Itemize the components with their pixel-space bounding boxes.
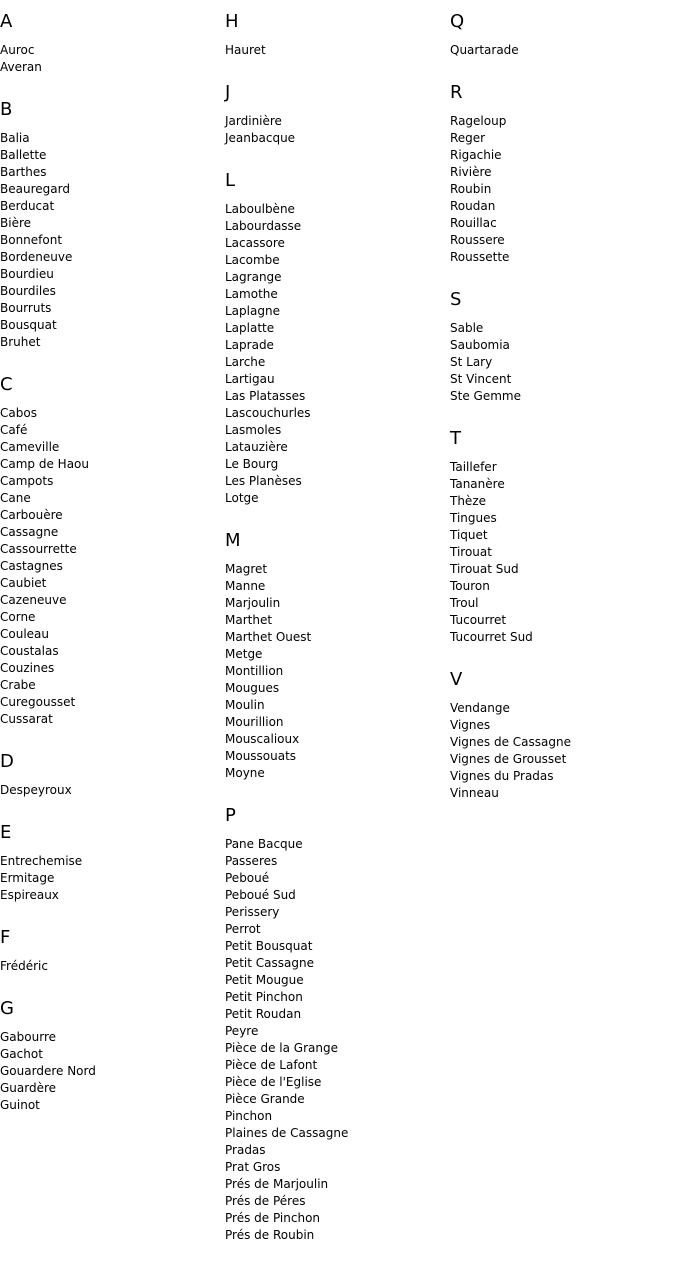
place-name: Pinchon bbox=[225, 1109, 273, 1123]
letter-group-v bbox=[450, 668, 675, 802]
place-name: Petit Pinchon bbox=[225, 990, 303, 1004]
place-name: Lartigau bbox=[225, 372, 275, 386]
place-name: Rivière bbox=[450, 165, 492, 179]
place-name: Gabourre bbox=[0, 1030, 56, 1044]
place-name: Lasmoles bbox=[225, 423, 282, 437]
place-name: Petit Mougue bbox=[225, 973, 304, 987]
place-name: Pièce de l'Eglise bbox=[225, 1075, 322, 1089]
letter-group-r bbox=[450, 81, 675, 266]
place-name: Petit Cassagne bbox=[225, 956, 314, 970]
place-name: Passeres bbox=[225, 854, 278, 868]
place-name: Bordeneuve bbox=[0, 250, 73, 264]
place-name: Roudan bbox=[450, 199, 496, 213]
place-list bbox=[0, 782, 225, 799]
letter-heading: T bbox=[450, 428, 461, 449]
place-name: Sable bbox=[450, 321, 484, 335]
place-name: Magret bbox=[225, 562, 268, 576]
place-name: Vignes du Pradas bbox=[450, 769, 554, 783]
place-name: Despeyroux bbox=[0, 783, 72, 797]
place-list bbox=[450, 700, 675, 802]
place-name: Rageloup bbox=[450, 114, 507, 128]
place-name: Thèze bbox=[450, 494, 486, 508]
place-name: Guardère bbox=[0, 1081, 57, 1095]
letter-heading: R bbox=[450, 82, 463, 103]
place-name: Café bbox=[0, 423, 28, 437]
letter-heading: J bbox=[225, 82, 231, 103]
place-name: Perrot bbox=[225, 922, 261, 936]
place-name: Metge bbox=[225, 647, 263, 661]
letter-group-m bbox=[225, 529, 450, 782]
letter-heading: D bbox=[0, 751, 14, 772]
place-name: Pièce de Lafont bbox=[225, 1058, 318, 1072]
place-name: Troul bbox=[450, 596, 479, 610]
place-name: Marjoulin bbox=[225, 596, 281, 610]
place-name: Prés de Pinchon bbox=[225, 1211, 321, 1225]
place-name: Crabe bbox=[0, 678, 36, 692]
letter-heading: V bbox=[450, 669, 463, 690]
place-name: Moulin bbox=[225, 698, 265, 712]
letter-group-a bbox=[0, 10, 225, 76]
place-name: Perissery bbox=[225, 905, 280, 919]
letter-group-l bbox=[225, 169, 450, 507]
place-name: Tingues bbox=[450, 511, 497, 525]
place-name: Petit Roudan bbox=[225, 1007, 302, 1021]
letter-group-j bbox=[225, 81, 450, 147]
place-name: Petit Bousquat bbox=[225, 939, 313, 953]
place-name: Laboulbène bbox=[225, 202, 295, 216]
place-name: Espireaux bbox=[0, 888, 59, 902]
place-name: Ste Gemme bbox=[450, 389, 521, 403]
place-name: Guinot bbox=[0, 1098, 40, 1112]
place-list bbox=[450, 113, 675, 266]
place-name: Pane Bacque bbox=[225, 837, 303, 851]
place-name: Manne bbox=[225, 579, 266, 593]
place-name: Prés de Marjoulin bbox=[225, 1177, 329, 1191]
place-name: Les Planèses bbox=[225, 474, 302, 488]
letter-group-q bbox=[450, 10, 675, 59]
place-name: Bourdiles bbox=[0, 284, 56, 298]
letter-heading: L bbox=[225, 170, 236, 191]
place-name: Rouillac bbox=[450, 216, 497, 230]
place-list bbox=[225, 836, 450, 1244]
place-list bbox=[0, 42, 225, 76]
place-name: Cane bbox=[0, 491, 31, 505]
letter-heading: A bbox=[0, 11, 13, 32]
place-name: Carbouère bbox=[0, 508, 63, 522]
place-name: Bousquat bbox=[0, 318, 57, 332]
letter-group-g bbox=[0, 997, 225, 1114]
letter-group-c bbox=[0, 373, 225, 728]
place-name: Cassagne bbox=[0, 525, 59, 539]
place-name: Gachot bbox=[0, 1047, 43, 1061]
place-name: Entrechemise bbox=[0, 854, 83, 868]
place-name: Rigachie bbox=[450, 148, 502, 162]
place-name: Barthes bbox=[0, 165, 47, 179]
place-name: Quartarade bbox=[450, 43, 519, 57]
place-name: Caubiet bbox=[0, 576, 47, 590]
place-name: Marthet bbox=[225, 613, 273, 627]
place-name: Vignes bbox=[450, 718, 491, 732]
place-name: Vignes de Cassagne bbox=[450, 735, 571, 749]
place-name: Couleau bbox=[0, 627, 50, 641]
place-name: Cameville bbox=[0, 440, 60, 454]
place-name: Lamothe bbox=[225, 287, 278, 301]
letter-heading: F bbox=[0, 927, 11, 948]
place-name: Laprade bbox=[225, 338, 274, 352]
place-name: Prés de Roubin bbox=[225, 1228, 315, 1242]
place-name: Moussouats bbox=[225, 749, 297, 763]
place-list bbox=[0, 130, 225, 351]
place-list bbox=[225, 201, 450, 507]
place-list bbox=[450, 320, 675, 405]
place-name: Roussere bbox=[450, 233, 505, 247]
place-name: Bruhet bbox=[0, 335, 41, 349]
letter-group-t bbox=[450, 427, 675, 646]
place-name: Roussette bbox=[450, 250, 510, 264]
place-name: Coustalas bbox=[0, 644, 59, 658]
letter-heading: Q bbox=[450, 11, 465, 32]
letter-heading: M bbox=[225, 530, 241, 551]
place-name: Laplatte bbox=[225, 321, 275, 335]
place-name: Laplagne bbox=[225, 304, 280, 318]
place-name: Couzines bbox=[0, 661, 55, 675]
place-name: Mouscalioux bbox=[225, 732, 300, 746]
index-column-2 bbox=[225, 10, 450, 1266]
letter-group-d bbox=[0, 750, 225, 799]
place-name: Latauzière bbox=[225, 440, 288, 454]
place-list bbox=[450, 459, 675, 646]
place-name: Castagnes bbox=[0, 559, 63, 573]
letter-group-f bbox=[0, 926, 225, 975]
place-name: Lascouchurles bbox=[225, 406, 311, 420]
place-name: Bière bbox=[0, 216, 32, 230]
letter-heading: B bbox=[0, 99, 13, 120]
place-name: Reger bbox=[450, 131, 486, 145]
place-name: Ermitage bbox=[0, 871, 55, 885]
place-name: Prés de Péres bbox=[225, 1194, 306, 1208]
place-list bbox=[0, 1029, 225, 1114]
place-name: Bourruts bbox=[0, 301, 52, 315]
letter-group-p bbox=[225, 804, 450, 1244]
place-name: Le Bourg bbox=[225, 457, 279, 471]
place-name: Larche bbox=[225, 355, 266, 369]
place-name: Camp de Haou bbox=[0, 457, 89, 471]
place-name: Averan bbox=[0, 60, 42, 74]
place-name: Labourdasse bbox=[225, 219, 302, 233]
place-name: Lotge bbox=[225, 491, 259, 505]
place-name: Ballette bbox=[0, 148, 47, 162]
place-name: Berducat bbox=[0, 199, 55, 213]
place-name: St Lary bbox=[450, 355, 493, 369]
letter-heading: G bbox=[0, 998, 14, 1019]
place-name: Montillion bbox=[225, 664, 284, 678]
place-name: Prat Gros bbox=[225, 1160, 281, 1174]
place-name: Tucourret Sud bbox=[450, 630, 533, 644]
place-name: Touron bbox=[450, 579, 490, 593]
place-name: Jeanbacque bbox=[225, 131, 296, 145]
place-name: Lagrange bbox=[225, 270, 282, 284]
place-list bbox=[450, 42, 675, 59]
place-name: Tananère bbox=[450, 477, 505, 491]
place-name: Curegousset bbox=[0, 695, 76, 709]
place-list bbox=[225, 42, 450, 59]
place-name: Gouardere Nord bbox=[0, 1064, 96, 1078]
place-name: Lacassore bbox=[225, 236, 285, 250]
letter-group-h bbox=[225, 10, 450, 59]
letter-group-b bbox=[0, 98, 225, 351]
place-name: Hauret bbox=[225, 43, 266, 57]
place-name: Saubomia bbox=[450, 338, 510, 352]
place-name: Jardinière bbox=[225, 114, 282, 128]
place-name: Campots bbox=[0, 474, 54, 488]
place-name: Pièce Grande bbox=[225, 1092, 305, 1106]
place-name: Peboué Sud bbox=[225, 888, 296, 902]
place-name: Mourillion bbox=[225, 715, 284, 729]
place-name: Cabos bbox=[0, 406, 37, 420]
place-name: Bonnefont bbox=[0, 233, 63, 247]
place-name: Lacombe bbox=[225, 253, 280, 267]
letter-heading: E bbox=[0, 822, 12, 843]
place-list bbox=[0, 958, 225, 975]
place-name: Mougues bbox=[225, 681, 280, 695]
place-name: Pradas bbox=[225, 1143, 266, 1157]
letter-heading: S bbox=[450, 289, 462, 310]
place-name: Peboué bbox=[225, 871, 270, 885]
place-name: Frédéric bbox=[0, 959, 48, 973]
place-name: Roubin bbox=[450, 182, 492, 196]
place-name: Vinneau bbox=[450, 786, 499, 800]
place-name: Bourdieu bbox=[0, 267, 54, 281]
place-list bbox=[225, 561, 450, 782]
letter-heading: H bbox=[225, 11, 239, 32]
index-column-1 bbox=[0, 10, 225, 1136]
place-name: Corne bbox=[0, 610, 36, 624]
index-column-3 bbox=[450, 10, 675, 824]
place-name: Taillefer bbox=[450, 460, 497, 474]
place-name: Vendange bbox=[450, 701, 510, 715]
place-name: Tirouat Sud bbox=[450, 562, 519, 576]
letter-group-s bbox=[450, 288, 675, 405]
place-name: Cussarat bbox=[0, 712, 53, 726]
place-list bbox=[0, 405, 225, 728]
place-name: Tiquet bbox=[450, 528, 488, 542]
place-name: Auroc bbox=[0, 43, 35, 57]
letter-group-e bbox=[0, 821, 225, 904]
place-list bbox=[0, 853, 225, 904]
place-name: Peyre bbox=[225, 1024, 259, 1038]
place-list bbox=[225, 113, 450, 147]
place-name: Marthet Ouest bbox=[225, 630, 312, 644]
letter-heading: C bbox=[0, 374, 13, 395]
place-name: Las Platasses bbox=[225, 389, 306, 403]
place-name: Cazeneuve bbox=[0, 593, 67, 607]
place-name: Moyne bbox=[225, 766, 265, 780]
letter-heading: P bbox=[225, 805, 236, 826]
place-name: Pièce de la Grange bbox=[225, 1041, 338, 1055]
place-name: Tucourret bbox=[450, 613, 507, 627]
place-name: Tirouat bbox=[450, 545, 492, 559]
place-name: Cassourrette bbox=[0, 542, 77, 556]
place-name: Beauregard bbox=[0, 182, 70, 196]
place-name: St Vincent bbox=[450, 372, 512, 386]
place-name: Plaines de Cassagne bbox=[225, 1126, 349, 1140]
place-name: Vignes de Grousset bbox=[450, 752, 567, 766]
place-name: Balia bbox=[0, 131, 30, 145]
